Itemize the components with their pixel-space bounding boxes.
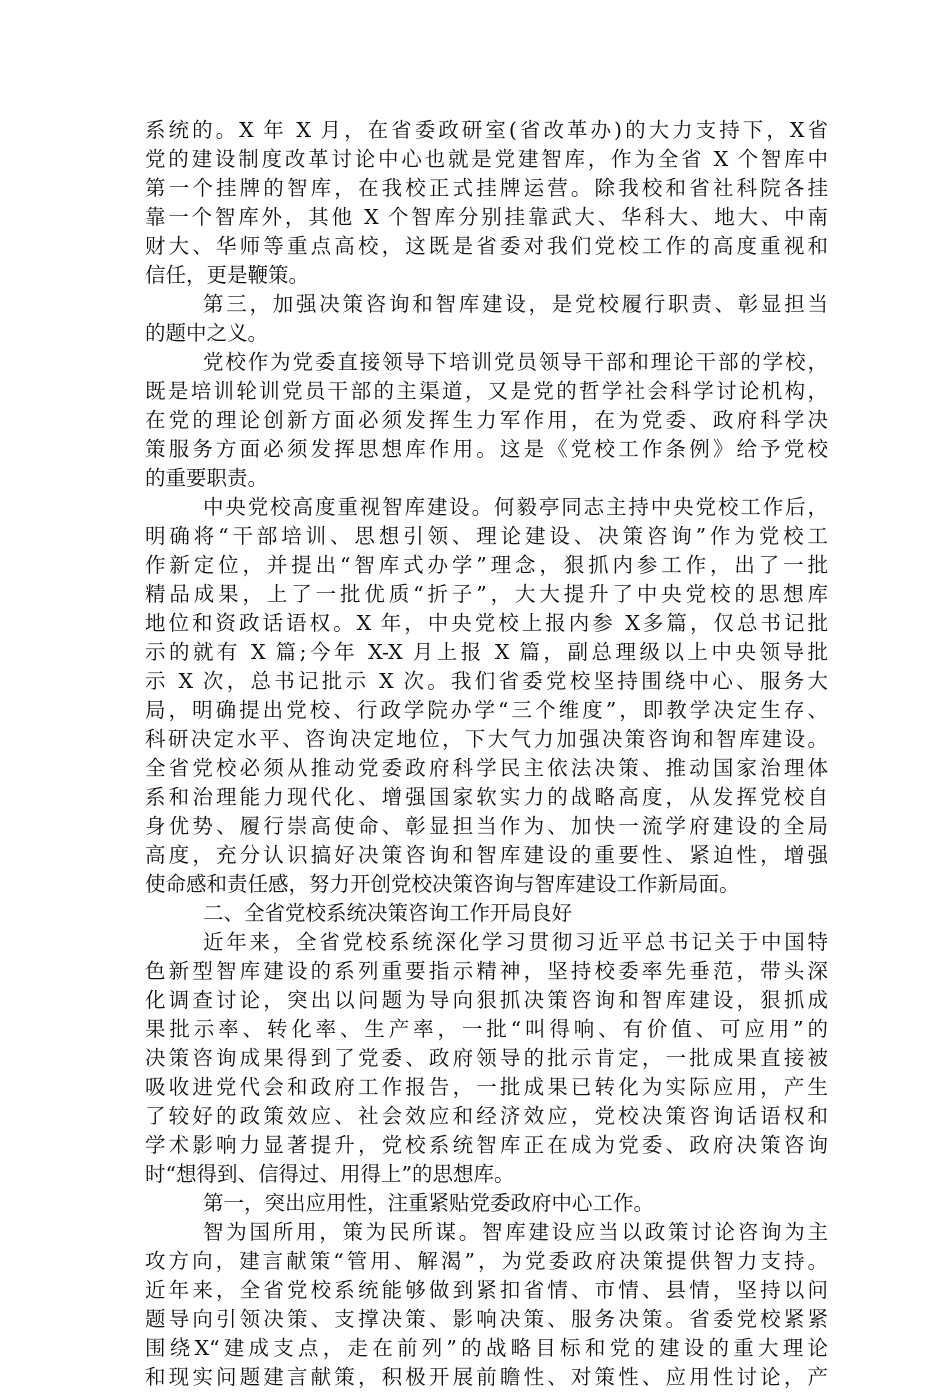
text-line: 作新定位，并提出“智库式办学”理念，狠抓内参工作，出了一批: [145, 553, 828, 577]
text-line: 学术影响力显著提升，党校系统智库正在成为党委、政府决策咨询: [145, 1133, 828, 1157]
text-line: 第一，突出应用性，注重紧贴党委政府中心工作。: [203, 1191, 654, 1215]
text-line: 和现实问题建言献策，积极开展前瞻性、对策性、应用性讨论，产: [145, 1365, 828, 1389]
text-line: 攻方向，建言献策“管用、解渴”，为党委政府决策提供智力支持。: [145, 1249, 828, 1273]
text-line: 地位和资政话语权。X 年，中央党校上报内参 X多篇，仅总书记批: [145, 611, 828, 635]
text-line: 党校作为党委直接领导下培训党员领导干部和理论干部的学校，: [203, 350, 828, 374]
text-line: 局，明确提出党校、行政学院办学“三个维度”，即教学决定生存、: [145, 698, 828, 722]
text-line: 时“想得到、信得过、用得上”的思想库。: [145, 1162, 515, 1186]
text-line: 系和治理能力现代化、增强国家软实力的战略高度，从发挥党校自: [145, 785, 828, 809]
text-line: 的题中之义。: [145, 321, 268, 345]
text-line: 使命感和责任感，努力开创党校决策咨询与智库建设工作新局面。: [145, 872, 740, 896]
text-line: 示 X 次，总书记批示 X 次。我们省委党校坚持围绕中心、服务大: [145, 669, 828, 693]
text-line: 果批示率、转化率、生产率，一批“叫得响、有价值、可应用”的: [145, 1017, 828, 1041]
text-line: 化调查讨论，突出以问题为导向狠抓决策咨询和智库建设，狠抓成: [145, 988, 828, 1012]
text-line: 示的就有 X 篇;今年 X-X 月上报 X 篇，副总理级以上中央领导批: [145, 640, 828, 664]
text-line: 靠一个智库外，其他 X 个智库分别挂靠武大、华科大、地大、中南: [145, 205, 828, 229]
text-line: 明确将“干部培训、思想引领、理论建设、决策咨询”作为党校工: [145, 524, 828, 548]
text-line: 身优势、履行崇高使命、彰显担当作为、加快一流学府建设的全局: [145, 814, 828, 838]
text-line: 色新型智库建设的系列重要指示精神，坚持校委率先垂范，带头深: [145, 959, 828, 983]
text-line: 了较好的政策效应、社会效应和经济效应，党校决策咨询话语权和: [145, 1104, 828, 1128]
text-line: 吸收进党代会和政府工作报告，一批成果已转化为实际应用，产生: [145, 1075, 828, 1099]
text-line: 围绕X“建成支点，走在前列”的战略目标和党的建设的重大理论: [145, 1336, 828, 1360]
text-line: 第一个挂牌的智库，在我校正式挂牌运营。除我校和省社科院各挂: [145, 176, 828, 200]
text-line: 智为国所用，策为民所谋。智库建设应当以政策讨论咨询为主: [203, 1220, 828, 1244]
text-line: 高度，充分认识搞好决策咨询和智库建设的重要性、紧迫性，增强: [145, 843, 828, 867]
text-line: 二、全省党校系统决策咨询工作开局良好: [203, 901, 572, 925]
text-line: 题导向引领决策、支撑决策、影响决策、服务决策。省委党校紧紧: [145, 1307, 828, 1331]
text-line: 决策咨询成果得到了党委、政府领导的批示肯定，一批成果直接被: [145, 1046, 828, 1070]
text-line: 科研决定水平、咨询决定地位，下大气力加强决策咨询和智库建设。: [145, 727, 828, 751]
text-line: 近年来，全省党校系统深化学习贯彻习近平总书记关于中国特: [203, 930, 828, 954]
text-line: 策服务方面必须发挥思想库作用。这是《党校工作条例》给予党校: [145, 437, 828, 461]
text-line: 财大、华师等重点高校，这既是省委对我们党校工作的高度重视和: [145, 234, 828, 258]
text-line: 近年来，全省党校系统能够做到紧扣省情、市情、县情，坚持以问: [145, 1278, 828, 1302]
text-line: 系统的。X 年 X 月，在省委政研室(省改革办)的大力支持下，X省: [145, 118, 828, 142]
text-line: 全省党校必须从推动党委政府科学民主依法决策、推动国家治理体: [145, 756, 828, 780]
text-line: 中央党校高度重视智库建设。何毅亭同志主持中央党校工作后，: [203, 495, 828, 519]
text-line: 既是培训轮训党员干部的主渠道，又是党的哲学社会科学讨论机构，: [145, 379, 828, 403]
text-line: 精品成果，上了一批优质“折子”，大大提升了中央党校的思想库: [145, 582, 828, 606]
text-line: 的重要职责。: [145, 466, 268, 490]
body-text: [145, 116, 828, 1392]
text-line: 第三，加强决策咨询和智库建设，是党校履行职责、彰显担当: [203, 292, 828, 316]
text-line: 党的建设制度改革讨论中心也就是党建智库，作为全省 X 个智库中: [145, 147, 828, 171]
text-line: 在党的理论创新方面必须发挥生力军作用，在为党委、政府科学决: [145, 408, 828, 432]
text-line: 信任，更是鞭策。: [145, 263, 309, 287]
